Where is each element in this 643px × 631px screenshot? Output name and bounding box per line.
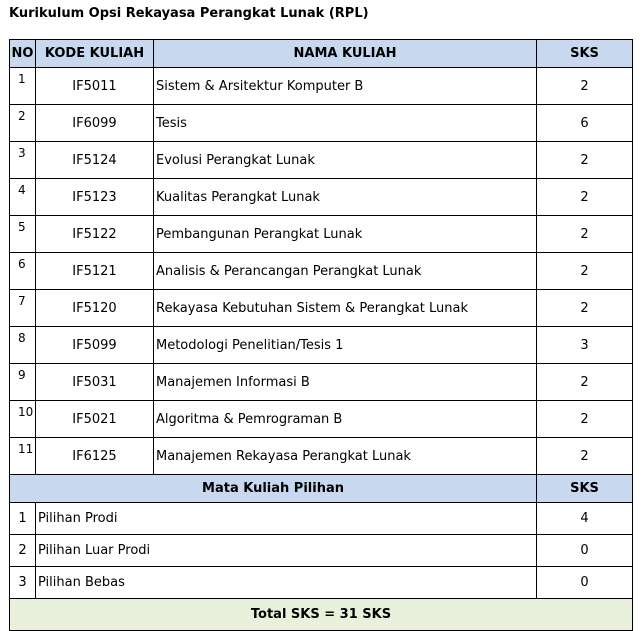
course-code: IF5124 bbox=[36, 142, 154, 179]
course-code: IF5011 bbox=[36, 68, 154, 105]
header-no: NO bbox=[10, 40, 36, 68]
elective-header-name: Mata Kuliah Pilihan bbox=[10, 475, 537, 503]
table-row bbox=[10, 68, 633, 105]
course-sks: 2 bbox=[537, 216, 633, 253]
elective-row bbox=[10, 535, 633, 567]
course-sks: 2 bbox=[537, 290, 633, 327]
course-name: Kualitas Perangkat Lunak bbox=[154, 179, 537, 216]
elective-header-row bbox=[10, 475, 633, 503]
table-row bbox=[10, 105, 633, 142]
elective-sks: 0 bbox=[537, 535, 633, 567]
elective-sks: 4 bbox=[537, 503, 633, 535]
elective-no: 2 bbox=[10, 535, 36, 567]
course-code: IF5120 bbox=[36, 290, 154, 327]
course-sks: 2 bbox=[537, 142, 633, 179]
elective-name: Pilihan Prodi bbox=[36, 503, 537, 535]
course-code: IF6099 bbox=[36, 105, 154, 142]
table-row bbox=[10, 216, 633, 253]
course-no: 4 bbox=[10, 179, 36, 216]
course-name: Tesis bbox=[154, 105, 537, 142]
table-row bbox=[10, 142, 633, 179]
course-no: 10 bbox=[10, 401, 36, 438]
elective-row bbox=[10, 503, 633, 535]
header-name: NAMA KULIAH bbox=[154, 40, 537, 68]
elective-row bbox=[10, 567, 633, 599]
curriculum-table bbox=[9, 39, 633, 631]
course-name: Manajemen Informasi B bbox=[154, 364, 537, 401]
course-code: IF5031 bbox=[36, 364, 154, 401]
course-no: 3 bbox=[10, 142, 36, 179]
course-no: 6 bbox=[10, 253, 36, 290]
course-sks: 2 bbox=[537, 401, 633, 438]
course-code: IF6125 bbox=[36, 438, 154, 475]
course-no: 1 bbox=[10, 68, 36, 105]
course-code: IF5021 bbox=[36, 401, 154, 438]
course-sks: 3 bbox=[537, 327, 633, 364]
table-row bbox=[10, 253, 633, 290]
course-no: 9 bbox=[10, 364, 36, 401]
elective-list bbox=[10, 503, 633, 599]
table-row bbox=[10, 364, 633, 401]
course-code: IF5123 bbox=[36, 179, 154, 216]
course-sks: 2 bbox=[537, 68, 633, 105]
course-code: IF5121 bbox=[36, 253, 154, 290]
header-code: KODE KULIAH bbox=[36, 40, 154, 68]
elective-no: 1 bbox=[10, 503, 36, 535]
course-name: Rekayasa Kebutuhan Sistem & Perangkat Lunak bbox=[154, 290, 537, 327]
elective-header-sks: SKS bbox=[537, 475, 633, 503]
table-row bbox=[10, 179, 633, 216]
course-sks: 2 bbox=[537, 179, 633, 216]
course-list bbox=[10, 68, 633, 475]
course-code: IF5122 bbox=[36, 216, 154, 253]
table-header-row bbox=[10, 40, 633, 68]
course-no: 2 bbox=[10, 105, 36, 142]
table-row bbox=[10, 290, 633, 327]
table-row bbox=[10, 327, 633, 364]
elective-sks: 0 bbox=[537, 567, 633, 599]
course-name: Pembangunan Perangkat Lunak bbox=[154, 216, 537, 253]
course-sks: 2 bbox=[537, 253, 633, 290]
page-title: Kurikulum Opsi Rekayasa Perangkat Lunak (RPL) bbox=[9, 6, 369, 21]
course-sks: 2 bbox=[537, 438, 633, 475]
course-name: Sistem & Arsitektur Komputer B bbox=[154, 68, 537, 105]
total-sks: Total SKS = 31 SKS bbox=[10, 599, 633, 631]
table-row bbox=[10, 438, 633, 475]
course-no: 8 bbox=[10, 327, 36, 364]
course-sks: 6 bbox=[537, 105, 633, 142]
elective-no: 3 bbox=[10, 567, 36, 599]
course-no: 7 bbox=[10, 290, 36, 327]
course-name: Metodologi Penelitian/Tesis 1 bbox=[154, 327, 537, 364]
course-name: Analisis & Perancangan Perangkat Lunak bbox=[154, 253, 537, 290]
course-name: Manajemen Rekayasa Perangkat Lunak bbox=[154, 438, 537, 475]
total-row bbox=[10, 599, 633, 631]
elective-name: Pilihan Bebas bbox=[36, 567, 537, 599]
header-sks: SKS bbox=[537, 40, 633, 68]
course-no: 11 bbox=[10, 438, 36, 475]
course-no: 5 bbox=[10, 216, 36, 253]
elective-name: Pilihan Luar Prodi bbox=[36, 535, 537, 567]
table-row bbox=[10, 401, 633, 438]
course-name: Evolusi Perangkat Lunak bbox=[154, 142, 537, 179]
course-name: Algoritma & Pemrograman B bbox=[154, 401, 537, 438]
course-code: IF5099 bbox=[36, 327, 154, 364]
course-sks: 2 bbox=[537, 364, 633, 401]
